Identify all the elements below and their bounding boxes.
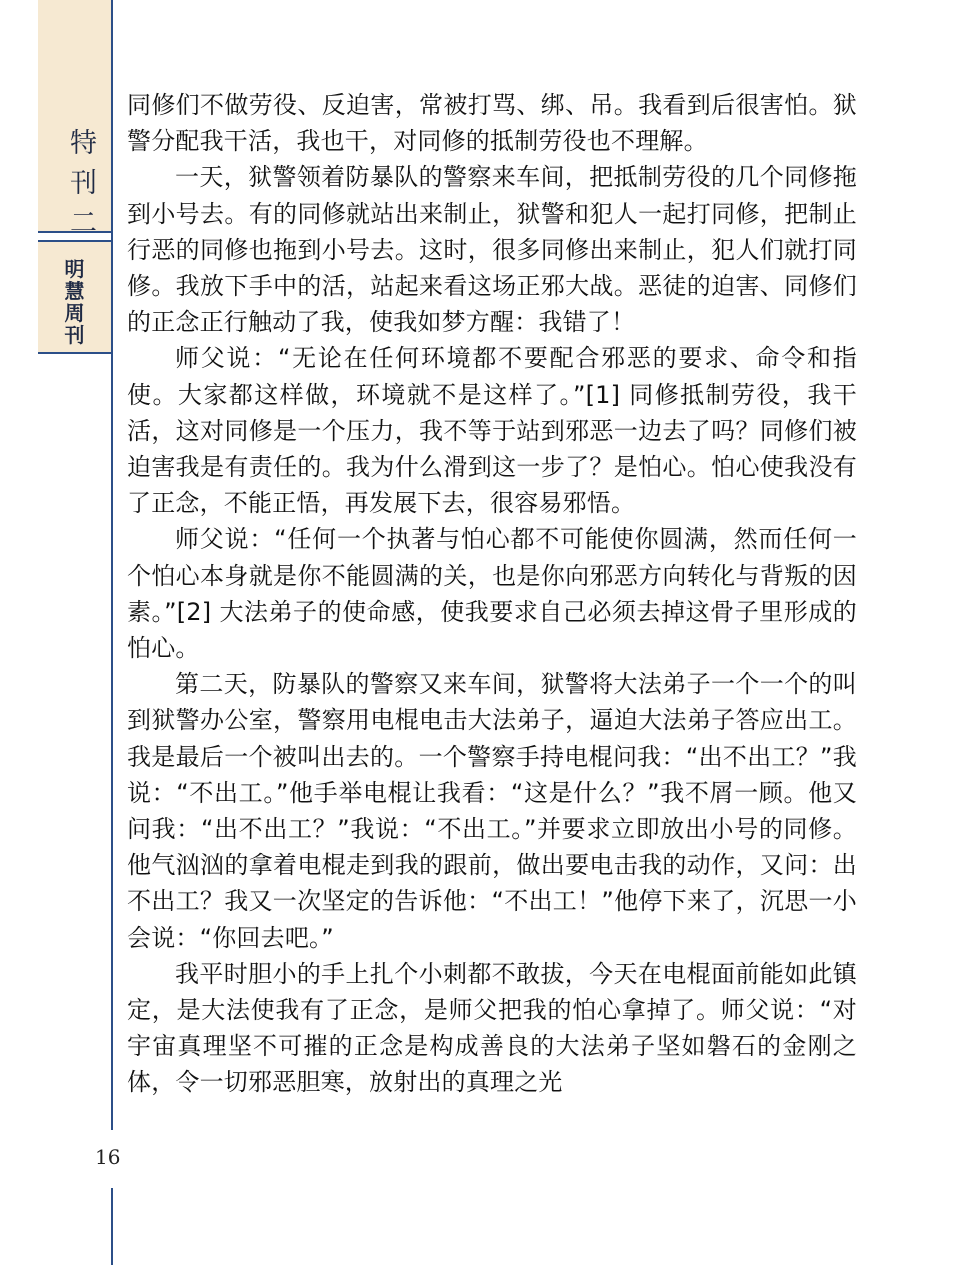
paragraph: 师父说：“无论在任何环境都不要配合邪恶的要求、命令和指使。大家都这样做，环境就不是这样了。”[1] 同修抵制劳役，我干活，这对同修是一个压力，我不等于站到邪恶一边去了吗？同修们被迫害我是有责任的。我为什么滑到这一步了？是怕心。怕心使我没有了正念，不能正悟，再发展下去，很容易邪悟。 [127,344,857,518]
margin-rule [111,0,113,1265]
paragraph: 师父说：“任何一个执著与怕心都不可能使你圆满，然而任何一个怕心本身就是你不能圆满的关，也是你向邪恶方向转化与背叛的因素。”[2] 大法弟子的使命感，使我要求自己必须去掉这骨子里形成的怕心。 [127,525,857,663]
tab1-char: 二 [70,208,99,239]
tab2-char: 刊 [64,323,85,347]
paragraph: 一天，狱警领着防暴队的警察来车间，把抵制劳役的几个同修拖到小号去。有的同修就站出来制止，狱警和犯人一起打同修，把制止行恶的同修也拖到小号去。这时，很多同修出来制止，犯人们就打同修。我放下手中的活，站起来看这场正邪大战。恶徒的迫害、同修们的正念正行触动了我，使我如梦方醒：我错了！ [127,163,857,337]
tab2-char: 慧 [64,279,85,303]
paragraph: 同修们不做劳役、反迫害，常被打骂、绑、吊。我看到后很害怕。狱警分配我干活，我也干，对同修的抵制劳役也不理解。 [127,91,857,156]
paragraph: 第二天，防暴队的警察又来车间，狱警将大法弟子一个一个的叫到狱警办公室，警察用电棍电击大法弟子，逼迫大法弟子答应出工。我是最后一个被叫出去的。一个警察手持电棍问我：“出不出工？”我说：“不出工。”他手举电棍让我看：“这是什么？”我不屑一顾。他又问我：“出不出工？”我说：“不出工。”并要求立即放出小号的同修。他气汹汹的拿着电棍走到我的跟前，做出要电击我的动作，又问：出不出工？我又一次坚定的告诉他：“不出工！”他停下来了，沉思一小会说：“你回去吧。” [127,670,857,952]
tab1-char: 刊 [70,168,99,199]
article-body [127,87,857,1101]
page-number: 16 [95,1145,121,1169]
tab2-char: 明 [64,257,85,281]
tab2-char: 周 [64,301,85,325]
minghui-weekly-label [38,258,111,346]
tab1-char: 特 [70,128,99,159]
paragraph: 我平时胆小的手上扎个小刺都不敢拔，今天在电棍面前能如此镇定，是大法使我有了正念，是师父把我的怕心拿掉了。师父说：“对宇宙真理坚不可摧的正念是构成善良的大法弟子坚如磐石的金刚之体，令一切邪恶胆寒，放射出的真理之光 [127,959,857,1097]
